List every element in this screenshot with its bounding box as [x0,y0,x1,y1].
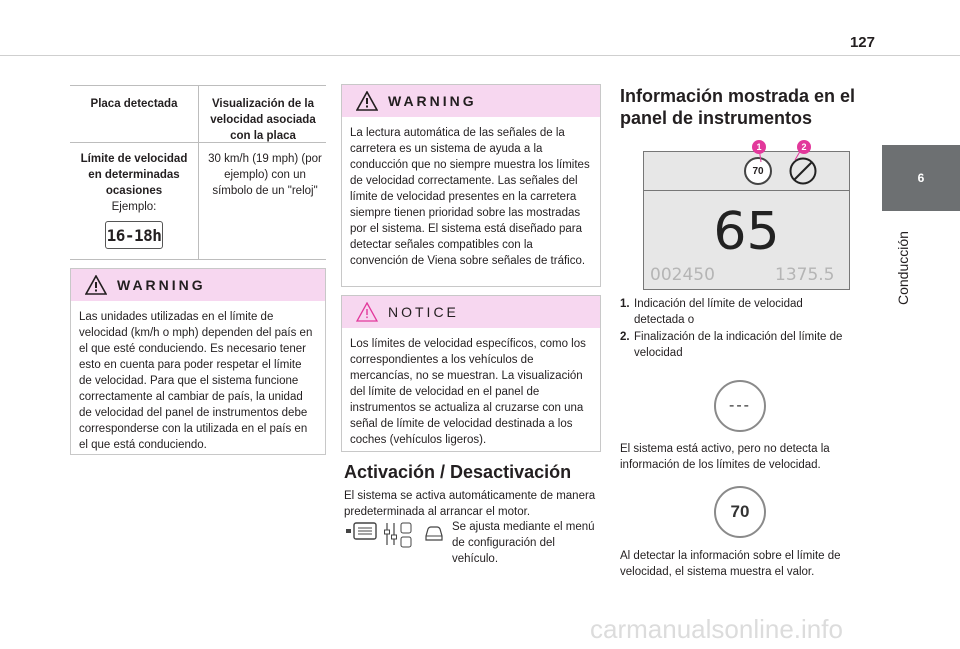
warning-title: WARNING [117,277,206,293]
list-item-number: 1. [620,298,630,310]
warning-body: La lectura automática de las señales de la carretera es un sistema de ayuda a la conducción que no siempre muestra los límites de velocidad correctamente. Las señales del límite de velocidad presentes en la carretera siempre tienen prioridad sobre las mostradas por el sistema. El sistema está diseñado para detectar señales compatibles con la convención de Viena sobre señales de tráfico. [350,127,590,267]
notice-title: NOTICE [388,304,459,320]
watermark: carmanualsonline.info [590,614,843,644]
list-item [620,329,860,361]
warning-body: Las unidades utilizadas en el límite de velocidad (km/h o mph) dependen del país en el que esté conduciendo. Es necesario tener esto en cuenta para poder respetar el límite de velocidad. Para que el sistema funcione correctamente al cambiar de país, la unidad de velocidad del panel de instrumentos debe corresponderse con la utilizada en el país en el que está conduciendo. [79,311,313,451]
info-heading: Información mostrada en el panel de instrumentos [620,86,856,128]
list-item [620,296,860,328]
text-no-detection: El sistema está activo, pero no detecta la información de los límites de velocidad. [620,443,830,471]
instrument-panel-illustration [643,151,850,290]
warning-title: WARNING [388,93,477,109]
notice-box [341,295,601,452]
warning-box-reading [341,84,601,287]
warning-triangle-icon [356,91,378,111]
table-header-detected: Placa detectada [90,98,178,110]
notice-triangle-icon [356,302,378,322]
table-cell-limit-title: Límite de velocidad en determinadas ocasiones [80,153,188,197]
speed-sign-table [70,85,326,260]
speed-limit-sign-icon: 70 [714,486,766,538]
chapter-label: Conducción [895,231,911,305]
activation-heading: Activación / Desactivación [344,462,572,482]
dash-speed: 65 [713,202,780,262]
warning-box-units [70,268,326,455]
text-value-detected: Al detectar la información sobre el límite de velocidad, el sistema muestra el valor. [620,550,841,578]
activation-menu-text: Se ajusta mediante el menú de configuración del vehículo. [452,521,595,565]
display-screen-icon [346,522,378,542]
header-divider [0,55,960,56]
page-number: 127 [849,34,875,51]
list-item-text: Indicación del límite de velocidad detectada o [634,298,803,326]
list-item-text: Finalización de la indicación del límite de velocidad [634,331,843,359]
activation-text: El sistema se activa automáticamente de manera predeterminada al arrancar el motor. [344,490,596,518]
settings-sliders-icon [383,521,413,549]
car-icon [423,524,445,544]
time-plate: 16-18h [105,221,163,249]
list-item-number: 2. [620,331,630,343]
warning-triangle-icon [85,275,107,295]
no-limit-sign-icon: --- [714,380,766,432]
chapter-tab[interactable]: 6 [882,145,960,211]
callout-1: 1 [752,140,766,154]
table-cell-example: Ejemplo: [111,201,157,213]
callout-2: 2 [797,140,811,154]
table-cell-display: 30 km/h (19 mph) (por ejemplo) con un símbolo de un "reloj" [208,153,322,197]
table-header-display: Visualización de la velocidad asociada con la placa [210,98,316,142]
dash-speed-sign: 70 [744,157,772,185]
dash-trip: 1375.5 [775,265,835,285]
dash-odometer: 002450 [650,265,715,285]
notice-body: Los límites de velocidad específicos, como los correspondientes a los vehículos de mercancías, no se muestran. La visualización del límite de velocidad en el panel de instrumentos se actualiza al cruzarse con una señal de límite de velocidad destinada a los coches (vehículos ligeros). [350,338,586,446]
